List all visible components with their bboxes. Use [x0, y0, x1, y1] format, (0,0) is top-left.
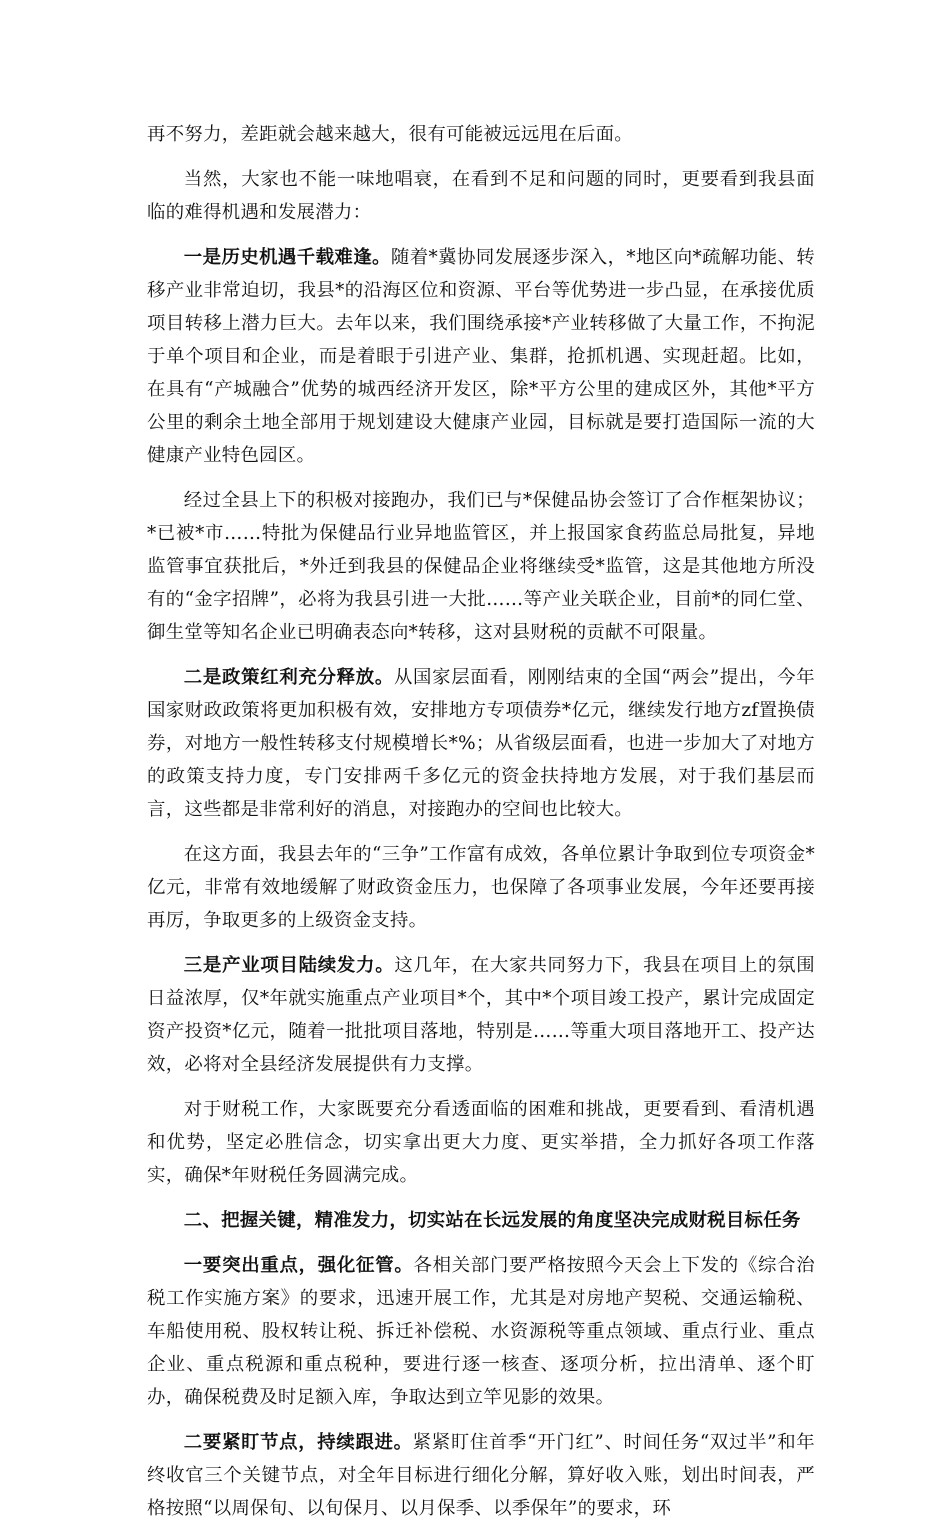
paragraph-10 [147, 1426, 815, 1525]
paragraph-text: 再不努力，差距就会越来越大，很有可能被远远甩在后面。 [147, 124, 633, 145]
paragraph-text: 在这方面，我县去年的“三争”工作富有成效，各单位累计争取到位专项资金*亿元，非常有效地缓解了财政资金压力，也保障了各项事业发展，今年还要再接再厉，争取更多的上级资金支持。 [147, 844, 815, 931]
paragraph-lead: 一要突出重点，强化征管。 [183, 1255, 414, 1276]
paragraph-lead: 二要紧盯节点，持续跟进。 [183, 1432, 413, 1453]
document-page [147, 118, 815, 1537]
paragraph-1 [147, 118, 815, 151]
paragraph-6 [147, 838, 815, 937]
paragraph-4 [147, 484, 815, 649]
paragraph-2 [147, 163, 815, 229]
paragraph-text: 各相关部门要严格按照今天会上下发的《综合治税工作实施方案》的要求，迅速开展工作，尤其是对房地产契税、交通运输税、车船使用税、股权转让税、拆迁补偿税、水资源税等重点领域、重点行业、重点企业、重点税源和重点税种，要进行逐一核查、逐项分析，拉出清单、逐个盯办，确保税费及时足额入库，争取达到立竿见影的效果。 [147, 1255, 815, 1408]
paragraph-lead: 一是历史机遇千载难逢。 [183, 247, 391, 268]
paragraph-7 [147, 949, 815, 1081]
paragraph-text: 这几年，在大家共同努力下，我县在项目上的氛围日益浓厚，仅*年就实施重点产业项目*个，其中*个项目竣工投产，累计完成固定资产投资*亿元，随着一批批项目落地，特别是……等重大项目落地开工、投产达效，必将对全县经济发展提供有力支撑。 [147, 955, 815, 1075]
paragraph-5 [147, 661, 815, 826]
section-heading: 二、把握关键，精准发力，切实站在长远发展的角度坚决完成财税目标任务 [183, 1210, 801, 1231]
paragraph-text: 从国家层面看，刚刚结束的全国“两会”提出，今年国家财政政策将更加积极有效，安排地方专项债券*亿元，继续发行地方zf置换债券，对地方一般性转移支付规模增长*%；从省级层面看，也进一步加大了对地方的政策支持力度，专门安排两千多亿元的资金扶持地方发展，对于我们基层而言，这些都是非常利好的消息，对接跑办的空间也比较大。 [147, 667, 815, 820]
paragraph-9 [147, 1249, 815, 1414]
paragraph-text: 紧紧盯住首季“开门红”、时间任务“双过半”和年终收官三个关键节点，对全年目标进行细化分解，算好收入账，划出时间表，严格按照“以周保旬、以旬保月、以月保季、以季保年”的要求，环 [147, 1432, 815, 1519]
paragraph-text: 当然，大家也不能一味地唱衰，在看到不足和问题的同时，更要看到我县面临的难得机遇和发展潜力： [147, 169, 815, 223]
paragraph-8 [147, 1093, 815, 1192]
paragraph-text: 经过全县上下的积极对接跑办，我们已与*保健品协会签订了合作框架协议；*已被*市……特批为保健品行业异地监管区，并上报国家食药监总局批复，异地监管事宜获批后，*外迁到我县的保健品企业将继续受*监管，这是其他地方所没有的“金字招牌”，必将为我县引进一大批……等产业关联企业，目前*的同仁堂、御生堂等知名企业已明确表态向*转移，这对县财税的贡献不可限量。 [147, 490, 815, 643]
paragraph-text: 对于财税工作，大家既要充分看透面临的困难和挑战，更要看到、看清机遇和优势，坚定必胜信念，切实拿出更大力度、更实举措，全力抓好各项工作落实，确保*年财税任务圆满完成。 [147, 1099, 815, 1186]
paragraph-3 [147, 241, 815, 472]
paragraph-text: 随着*冀协同发展逐步深入，*地区向*疏解功能、转移产业非常迫切，我县*的沿海区位和资源、平台等优势进一步凸显，在承接优质项目转移上潜力巨大。去年以来，我们围绕承接*产业转移做了大量工作，不拘泥于单个项目和企业，而是着眼于引进产业、集群，抢抓机遇、实现赶超。比如，在具有“产城融合”优势的城西经济开发区，除*平方公里的建成区外，其他*平方公里的剩余土地全部用于规划建设大健康产业园，目标就是要打造国际一流的大健康产业特色园区。 [147, 247, 815, 466]
paragraph-lead: 三是产业项目陆续发力。 [183, 955, 395, 976]
paragraph-lead: 二是政策红利充分释放。 [183, 667, 394, 688]
